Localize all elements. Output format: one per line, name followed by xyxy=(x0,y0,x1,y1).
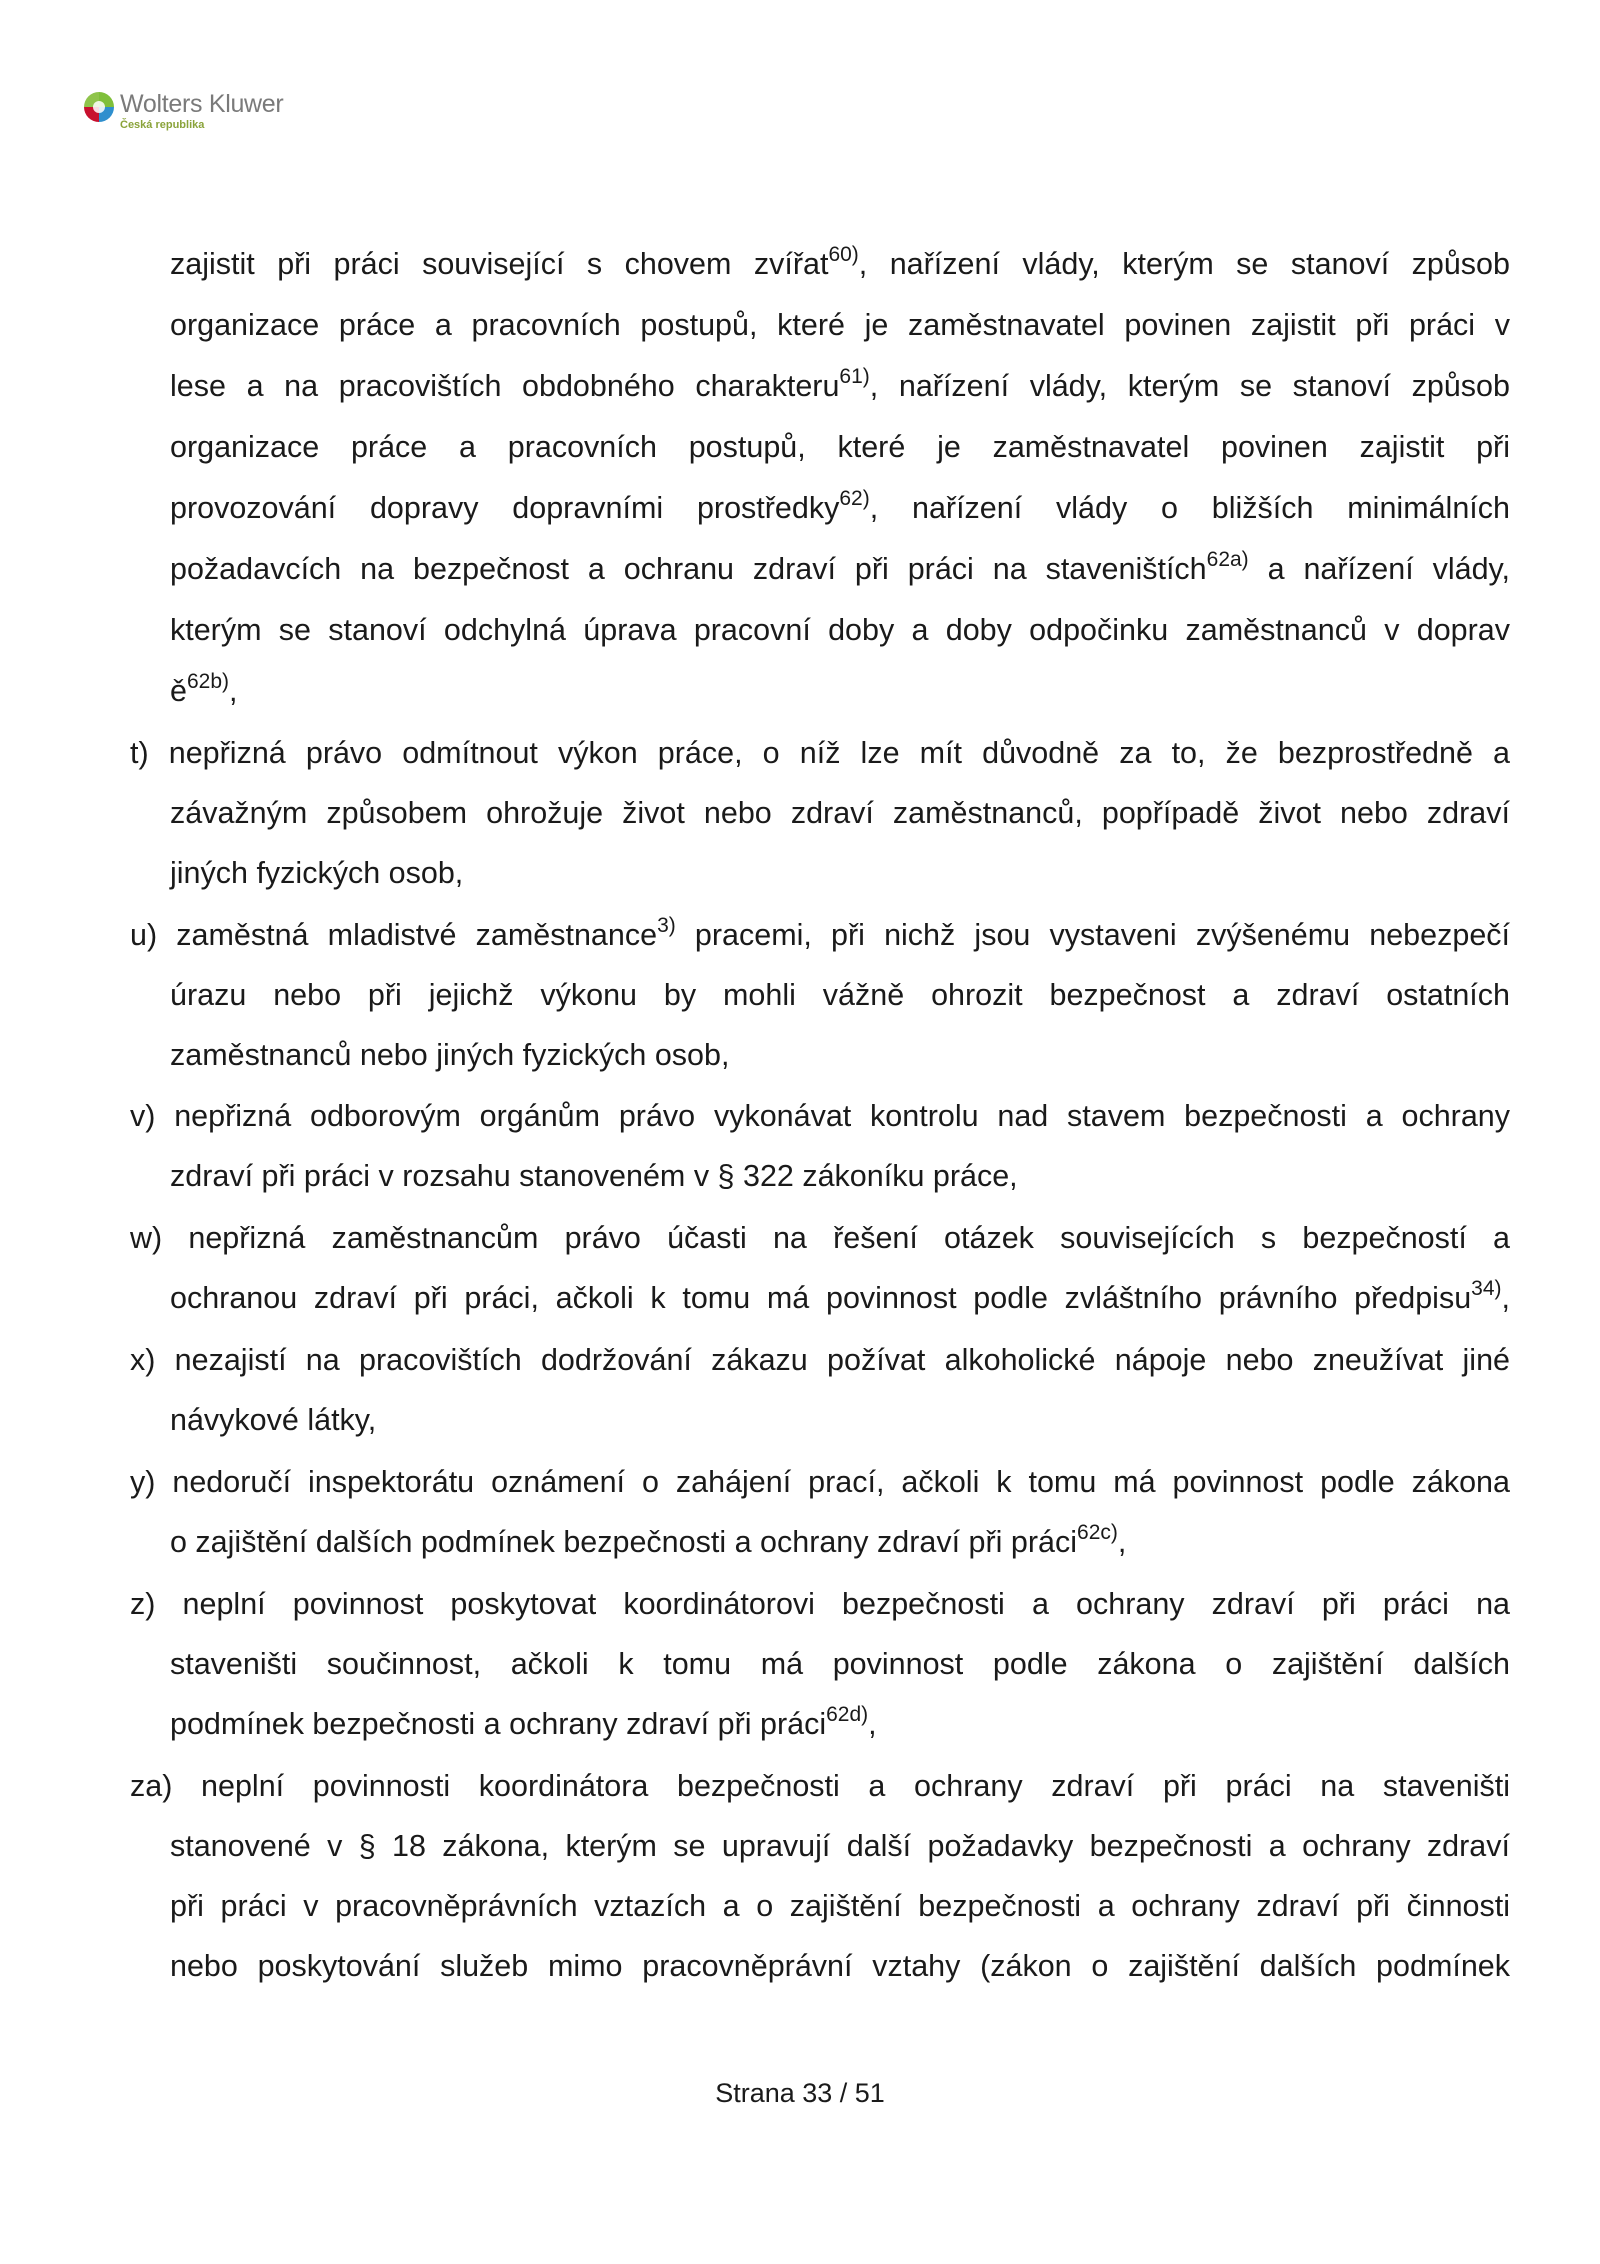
text-line xyxy=(130,1462,1510,1502)
line-text-tail: , xyxy=(868,1707,877,1741)
line-text: t) nepřizná právo odmítnout výkon práce, o níž lze mít důvodně za to, že bezprostředně a xyxy=(130,736,1510,770)
footnote-reference: 62b) xyxy=(186,669,229,693)
line-text-tail: , nařízení vlády, kterým se stanoví způsob xyxy=(869,369,1510,403)
wolters-kluwer-logo xyxy=(84,92,283,131)
text-line xyxy=(170,488,1510,528)
line-text: zaměstnanců nebo jiných fyzických osob, xyxy=(170,1038,730,1072)
line-text: lese a na pracovištích obdobného charakteru xyxy=(170,369,840,403)
line-text: jiných fyzických osob, xyxy=(170,856,464,890)
line-text: x) nezajistí na pracovištích dodržování zákazu požívat alkoholické nápoje nebo zneužívat jiné xyxy=(130,1343,1510,1377)
line-text-tail: , nařízení vlády, kterým se stanoví způsob xyxy=(858,247,1510,281)
text-line xyxy=(170,366,1510,406)
footnote-reference: 60) xyxy=(828,242,859,266)
text-line xyxy=(170,1156,1070,1196)
text-line xyxy=(130,1584,1510,1624)
line-text-tail: pracemi, při nichž jsou vystaveni zvýšenému nebezpečí xyxy=(675,918,1511,952)
logo-text xyxy=(120,92,283,131)
line-text: v) nepřizná odborovým orgánům právo vykonávat kontrolu nad stavem bezpečnosti a ochrany xyxy=(130,1099,1510,1133)
line-text: ochranou zdraví při práci, ačkoli k tomu má povinnost podle zvláštního právního předpisu xyxy=(170,1281,1472,1315)
line-text: ě xyxy=(170,674,187,708)
line-text: staveništi součinnost, ačkoli k tomu má povinnost podle zákona o zajištění dalších xyxy=(170,1647,1510,1681)
line-text: zajistit při práci související s chovem zvířat xyxy=(170,247,829,281)
text-line xyxy=(170,427,1510,467)
footnote-reference: 61) xyxy=(839,364,870,388)
text-line xyxy=(170,610,1510,650)
text-line xyxy=(170,244,1510,284)
line-text: stanovené v § 18 zákona, kterým se upravují další požadavky bezpečnosti a ochrany zdraví xyxy=(170,1829,1510,1863)
text-line xyxy=(170,975,1510,1015)
text-line xyxy=(170,1400,470,1440)
footnote-reference: 3) xyxy=(657,913,676,937)
text-line xyxy=(170,671,280,711)
text-line xyxy=(170,853,570,893)
logo-name: Wolters Kluwer xyxy=(120,90,284,118)
line-text: při práci v pracovněprávních vztazích a o zajištění bezpečnosti a ochrany zdraví při činnosti xyxy=(170,1889,1510,1923)
line-text: nebo poskytování služeb mimo pracovněprávní vztahy (zákon o zajištění dalších podmínek xyxy=(170,1949,1510,1983)
line-text: u) zaměstná mladistvé zaměstnance xyxy=(130,918,658,952)
text-line xyxy=(170,549,1510,589)
line-text-tail: , xyxy=(229,674,238,708)
line-text: o zajištění dalších podmínek bezpečnosti a ochrany zdraví při práci xyxy=(170,1525,1078,1559)
text-line xyxy=(130,1218,1510,1258)
line-text: y) nedoručí inspektorátu oznámení o zahájení prací, ačkoli k tomu má povinnost podle zákona xyxy=(130,1465,1510,1499)
text-line xyxy=(170,1278,1510,1318)
logo-subtitle: Česká republika xyxy=(120,119,205,131)
line-text: kterým se stanoví odchylná úprava pracovní doby a doby odpočinku zaměstnanců v doprav xyxy=(170,613,1510,647)
line-text: zdraví při práci v rozsahu stanoveném v § 322 zákoníku práce, xyxy=(170,1159,1018,1193)
wolters-kluwer-logo-icon xyxy=(84,92,114,122)
line-text: návykové látky, xyxy=(170,1403,377,1437)
text-line xyxy=(130,915,1510,955)
text-line xyxy=(170,1035,770,1075)
line-text: w) nepřizná zaměstnancům právo účasti na řešení otázek souvisejících s bezpečností a xyxy=(130,1221,1510,1255)
line-text: z) neplní povinnost poskytovat koordinátorovi bezpečnosti a ochrany zdraví při práci na xyxy=(130,1587,1510,1621)
footnote-reference: 62d) xyxy=(826,1702,869,1726)
text-line xyxy=(170,1826,1510,1866)
line-text: požadavcích na bezpečnost a ochranu zdraví při práci na staveništích xyxy=(170,552,1207,586)
text-line xyxy=(170,1522,1220,1562)
line-text: podmínek bezpečnosti a ochrany zdraví při práci xyxy=(170,1707,827,1741)
text-line xyxy=(130,733,1510,773)
text-line xyxy=(130,1766,1510,1806)
line-text-tail: a nařízení vlády, xyxy=(1248,552,1510,586)
line-text: organizace práce a pracovních postupů, které je zaměstnavatel povinen zajistit při xyxy=(170,430,1510,464)
footnote-reference: 62a) xyxy=(1206,547,1249,571)
footnote-reference: 62c) xyxy=(1077,1520,1118,1544)
text-line xyxy=(130,1340,1510,1380)
text-line xyxy=(170,1704,950,1744)
page-number: Strana 33 / 51 xyxy=(715,2078,885,2108)
footnote-reference: 62) xyxy=(839,486,870,510)
line-text-tail: , xyxy=(1501,1281,1510,1315)
line-text: organizace práce a pracovních postupů, které je zaměstnavatel povinen zajistit při práci v xyxy=(170,308,1510,342)
line-text-tail: , xyxy=(1117,1525,1127,1559)
text-line xyxy=(170,1644,1510,1684)
line-text: provozování dopravy dopravními prostředky xyxy=(170,491,840,525)
text-line xyxy=(170,1946,1510,1986)
line-text: závažným způsobem ohrožuje život nebo zdraví zaměstnanců, popřípadě život nebo zdraví xyxy=(170,796,1510,830)
line-text: za) neplní povinnosti koordinátora bezpečnosti a ochrany zdraví při práci na staveništi xyxy=(130,1769,1510,1803)
footnote-reference: 34) xyxy=(1471,1276,1502,1300)
line-text: úrazu nebo při jejichž výkonu by mohli vážně ohrozit bezpečnost a zdraví ostatních xyxy=(170,978,1510,1012)
text-line xyxy=(170,1886,1510,1926)
line-text-tail: , nařízení vlády o bližších minimálních xyxy=(869,491,1510,525)
text-line xyxy=(130,1096,1510,1136)
text-line xyxy=(170,305,1510,345)
text-line xyxy=(170,793,1510,833)
